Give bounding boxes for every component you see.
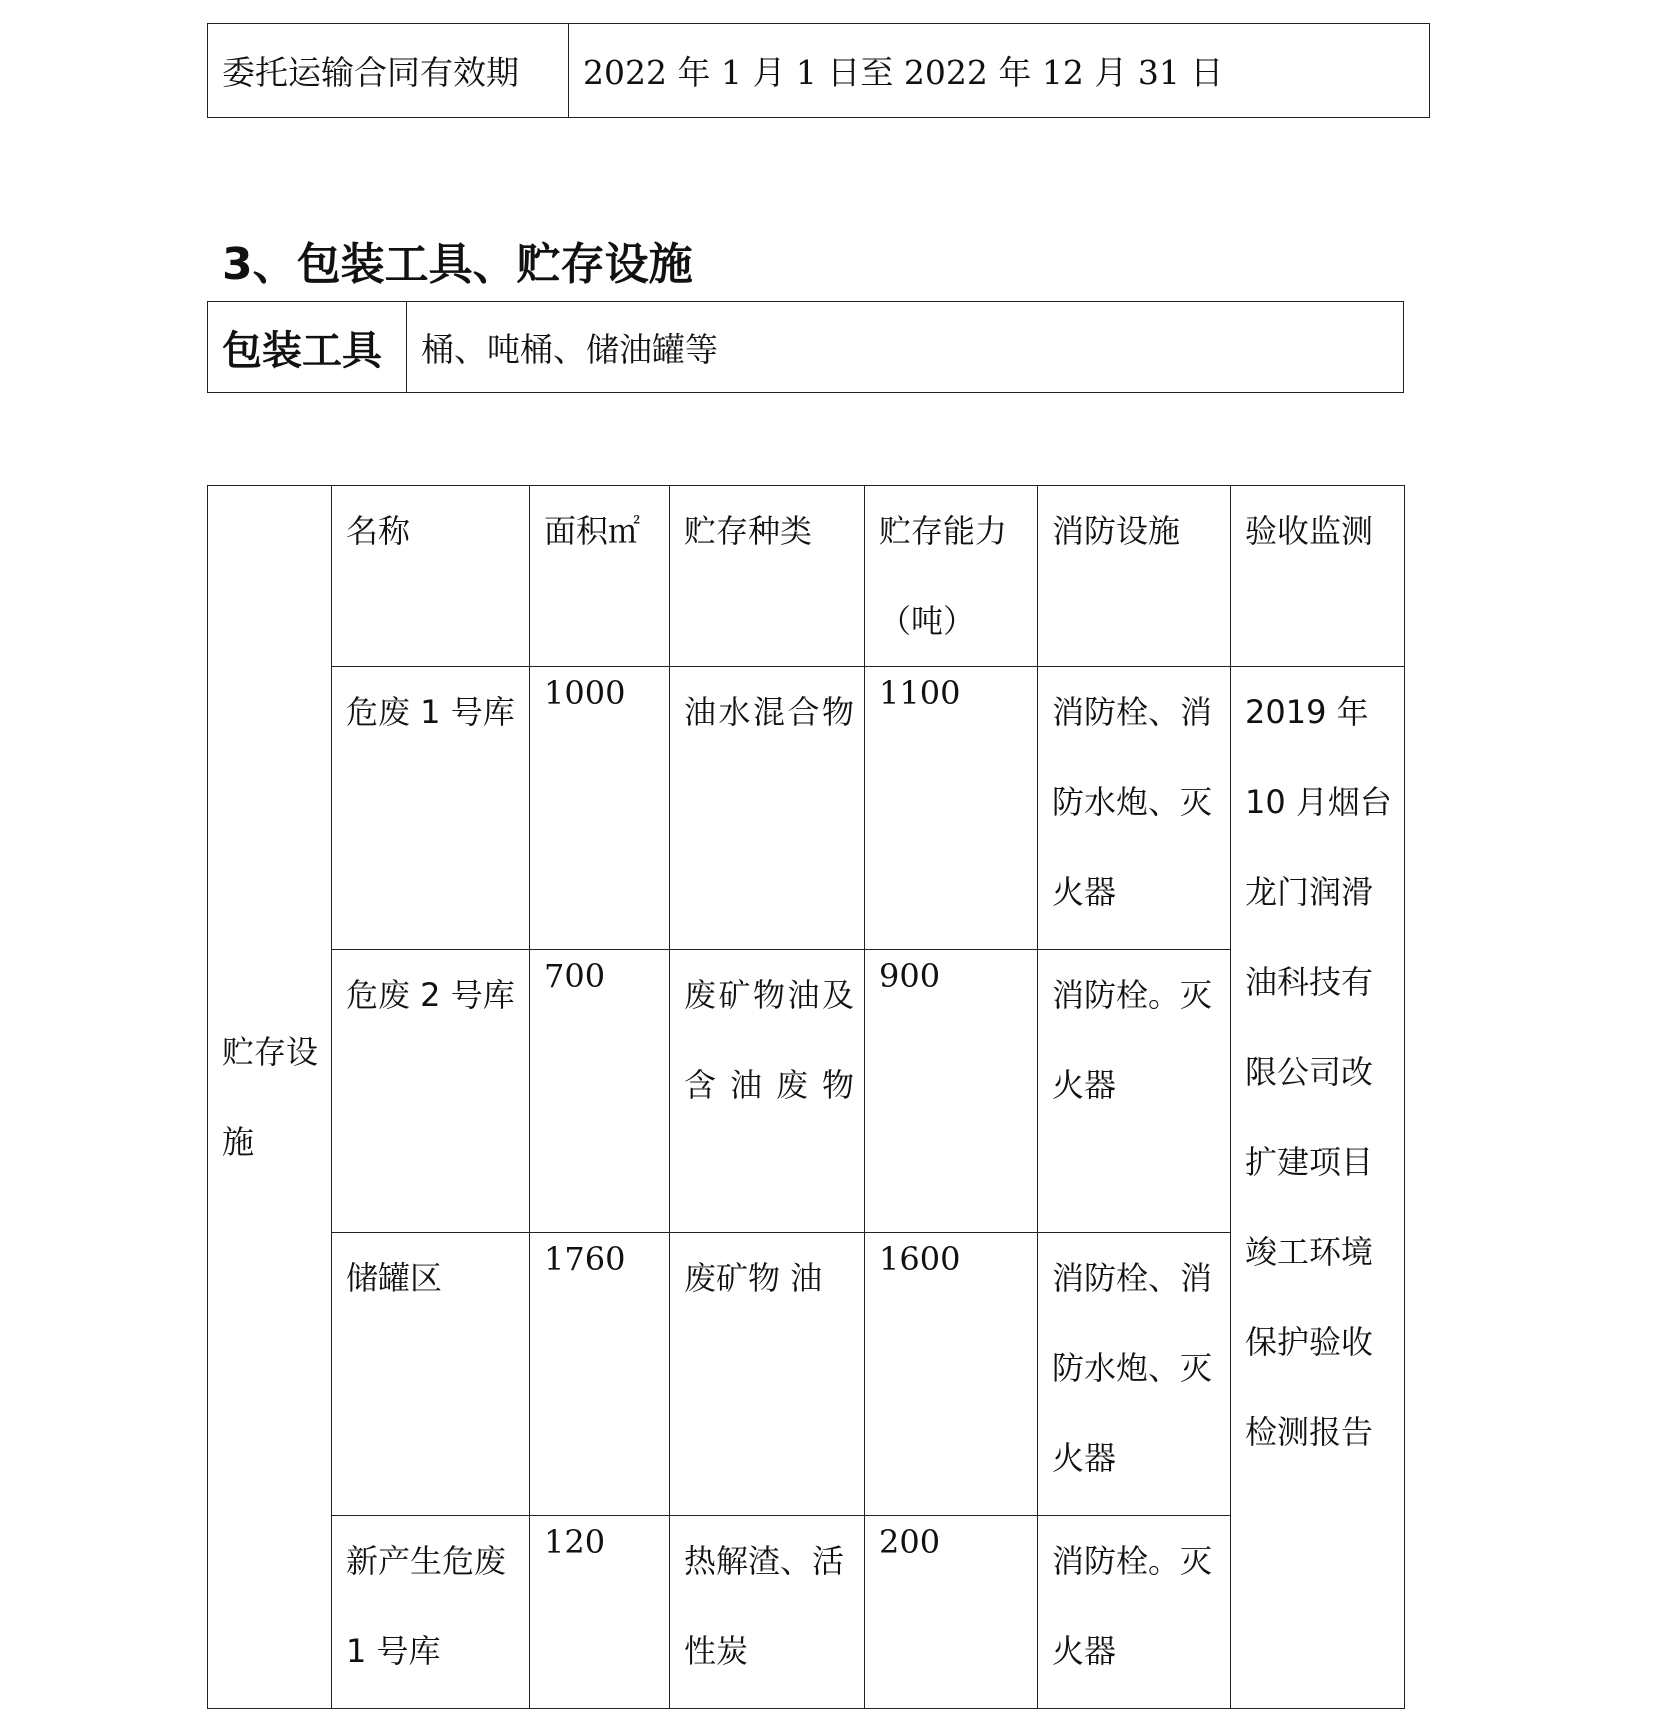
header-type: 贮存种类 <box>670 486 865 667</box>
row-fire: 消防栓、消防水炮、灭火器 <box>1038 1233 1231 1516</box>
row-type: 热解渣、活性炭 <box>670 1516 865 1709</box>
table-row <box>208 1233 1405 1516</box>
row-name: 新产生危废 1 号库 <box>332 1516 530 1709</box>
contract-label: 委托运输合同有效期 <box>208 24 569 118</box>
row-area: 700 <box>530 950 670 1233</box>
row-area: 1760 <box>530 1233 670 1516</box>
table-row <box>208 950 1405 1233</box>
row-type: 油水混合物 <box>670 667 865 950</box>
table-row <box>208 24 1430 118</box>
section-heading: 3、包装工具、贮存设施 <box>222 239 693 290</box>
header-capacity: 贮存能力（吨） <box>865 486 1038 667</box>
row-capacity: 200 <box>865 1516 1038 1709</box>
storage-table <box>207 485 1405 1709</box>
row-type: 废矿物 油 <box>670 1233 865 1516</box>
table-header-row <box>208 486 1405 667</box>
header-acceptance: 验收监测 <box>1231 486 1405 667</box>
storage-side-label: 贮存设施 <box>208 486 332 1709</box>
row-area: 120 <box>530 1516 670 1709</box>
row-capacity: 1100 <box>865 667 1038 950</box>
acceptance-report: 2019 年 10 月烟台龙门润滑油科技有限公司改扩建项目竣工环境保护验收检测报告 <box>1231 667 1405 1709</box>
contract-value: 2022 年 1 月 1 日至 2022 年 12 月 31 日 <box>569 24 1430 118</box>
table-row <box>208 667 1405 950</box>
row-fire: 消防栓、消防水炮、灭火器 <box>1038 667 1231 950</box>
row-fire: 消防栓。灭火器 <box>1038 950 1231 1233</box>
contract-table <box>207 23 1430 118</box>
row-capacity: 1600 <box>865 1233 1038 1516</box>
row-area: 1000 <box>530 667 670 950</box>
row-name: 危废 2 号库 <box>332 950 530 1233</box>
row-type: 废矿物油及含油废物 <box>670 950 865 1233</box>
packaging-value: 桶、吨桶、储油罐等 <box>407 302 1404 393</box>
packaging-table <box>207 301 1404 393</box>
row-capacity: 900 <box>865 950 1038 1233</box>
header-name: 名称 <box>332 486 530 667</box>
header-fire: 消防设施 <box>1038 486 1231 667</box>
row-fire: 消防栓。灭火器 <box>1038 1516 1231 1709</box>
packaging-label: 包装工具 <box>208 302 407 393</box>
row-name: 储罐区 <box>332 1233 530 1516</box>
table-row <box>208 1516 1405 1709</box>
row-name: 危废 1 号库 <box>332 667 530 950</box>
header-area: 面积㎡ <box>530 486 670 667</box>
table-row <box>208 302 1404 393</box>
